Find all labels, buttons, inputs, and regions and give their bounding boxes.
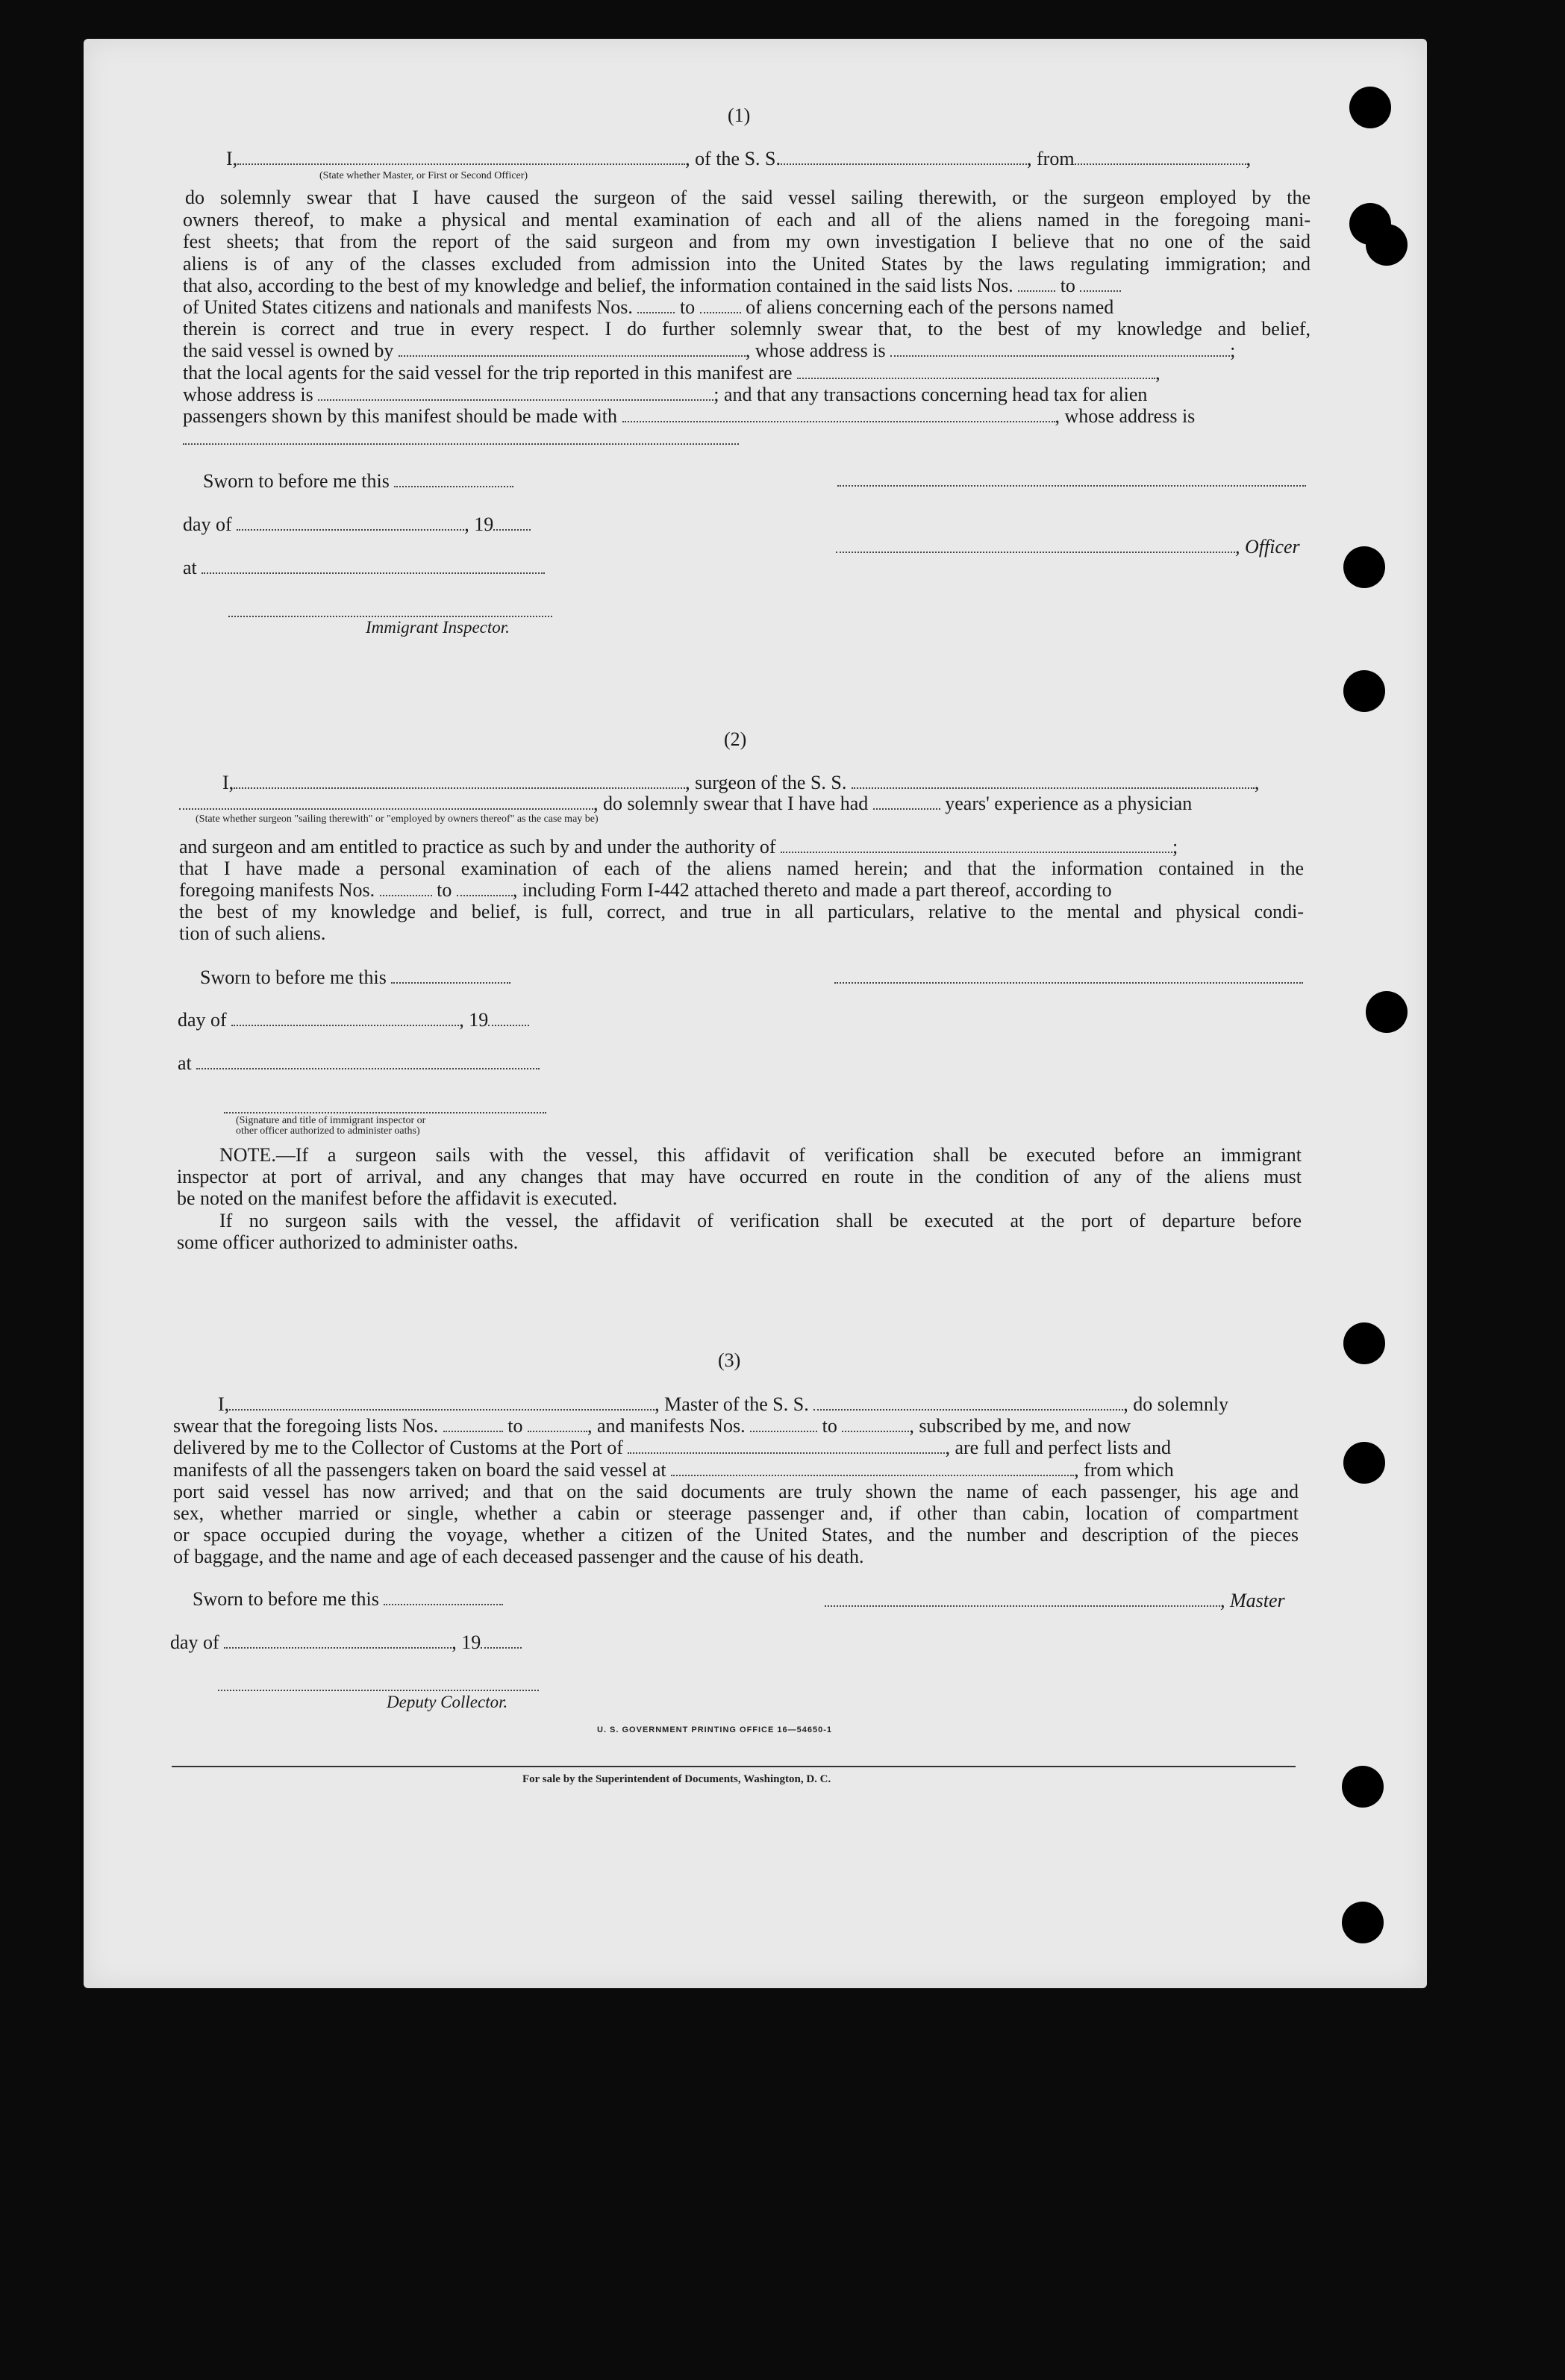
sec3-collector-label: Deputy Collector. bbox=[387, 1693, 508, 1711]
sec1-officer-note: (State whether Master, or First or Second Officer) bbox=[319, 170, 528, 181]
sec3-line-4: manifests of all the passengers taken on board the said vessel at , from which bbox=[173, 1459, 1174, 1481]
sec2-surgeon-signature-line bbox=[834, 981, 1303, 984]
sec2-note-line: If no surgeon sails with the vessel, the affidavit of verification shall be executed at the port of departure before bbox=[219, 1210, 1302, 1231]
punch-hole bbox=[1366, 991, 1408, 1033]
for-sale-imprint: For sale by the Superintendent of Documents, Washington, D. C. bbox=[522, 1773, 831, 1785]
sec1-para-line: passengers shown by this manifest should be made with , whose address is bbox=[183, 405, 1196, 427]
sec3-line-3: delivered by me to the Collector of Customs at the Port of , are full and perfect lists and bbox=[173, 1437, 1171, 1458]
sec3-day: day of , 19 bbox=[170, 1631, 522, 1654]
sec2-day: day of , 19 bbox=[178, 1009, 529, 1031]
sec2-line-5: foregoing manifests Nos. to , including Form I-442 attached thereto and made a part thereof, according to bbox=[179, 879, 1112, 901]
sec2-line-4: that I have made a personal examination of each of the aliens named herein; and that the information contained in the bbox=[179, 858, 1304, 879]
sec1-para-line: that also, according to the best of my knowledge and belief, the information contained in the said lists Nos. to bbox=[183, 275, 1121, 297]
sec3-para-line: port said vessel has now arrived; and that on the said documents are truly shown the name of each passenger, his age and bbox=[173, 1481, 1299, 1502]
sec2-line-3: and surgeon and am entitled to practice as such by and under the authority of ; bbox=[179, 836, 1178, 858]
sec2-note-line: some officer authorized to administer oaths. bbox=[177, 1231, 519, 1253]
footer-rule bbox=[172, 1766, 1296, 1767]
punch-hole bbox=[1343, 1442, 1385, 1484]
gpo-imprint: U. S. GOVERNMENT PRINTING OFFICE 16—54650-1 bbox=[597, 1725, 833, 1734]
sec1-day: day of , 19 bbox=[183, 513, 531, 536]
punch-hole bbox=[1342, 1902, 1384, 1943]
sec2-line-6: the best of my knowledge and belief, is full, correct, and true in all particulars, relative to the mental and physical condi- bbox=[179, 901, 1304, 922]
sec1-para-line: do solemnly swear that I have caused the surgeon of the said vessel sailing therewith, or the surgeon employed by the bbox=[185, 187, 1311, 208]
punch-hole bbox=[1343, 670, 1385, 712]
punch-hole bbox=[1349, 87, 1391, 128]
punch-hole bbox=[1342, 1766, 1384, 1808]
section-number: (2) bbox=[724, 728, 747, 750]
sec1-officer: , Officer bbox=[836, 536, 1300, 558]
sec1-inspector-label: Immigrant Inspector. bbox=[366, 618, 510, 637]
sec2-sig-note: other officer authorized to administer oaths) bbox=[236, 1125, 420, 1137]
sec1-at: at bbox=[183, 557, 545, 579]
sec2-note-line: inspector at port of arrival, and any changes that may have occurred en route in the condition of any of the aliens must bbox=[177, 1166, 1302, 1187]
sec3-line-2: swear that the foregoing lists Nos. to , and manifests Nos. to , subscribed by me, and now bbox=[173, 1415, 1131, 1437]
sec1-para-line: of United States citizens and nationals and manifests Nos. to of aliens concerning each of the persons named bbox=[183, 296, 1114, 318]
section-number: (3) bbox=[718, 1349, 741, 1371]
sec1-line-1: I, , of the S. S. , from , bbox=[226, 148, 1252, 169]
sec2-at: at bbox=[178, 1052, 540, 1075]
sec2-note-line: NOTE.—If a surgeon sails with the vessel, this affidavit of verification shall be executed before an immigrant bbox=[219, 1144, 1302, 1166]
sec3-para-line: sex, whether married or single, whether a cabin or steerage passenger and, if other than cabin, location of compartment bbox=[173, 1502, 1299, 1524]
sec2-line-7: tion of such aliens. bbox=[179, 922, 326, 944]
sec1-para-line: therein is correct and true in every respect. I do further solemnly swear that, to the best of my knowledge and belief, bbox=[183, 318, 1311, 340]
sec3-master: , Master bbox=[825, 1590, 1285, 1612]
sec2-surgeon-note: (State whether surgeon "sailing therewith" or "employed by owners thereof" as the case may be) bbox=[196, 813, 599, 825]
punch-hole bbox=[1366, 224, 1408, 266]
sec1-officer-signature-line bbox=[837, 484, 1306, 487]
sec1-para-line: fest sheets; that from the report of the said surgeon and from my own investigation I believe that no one of the said bbox=[183, 231, 1311, 252]
sec1-sworn: Sworn to before me this bbox=[203, 470, 513, 493]
sec1-para-line: owners thereof, to make a physical and mental examination of each and all of the aliens named in the foregoing mani- bbox=[183, 209, 1311, 231]
sec2-sworn: Sworn to before me this bbox=[200, 966, 510, 989]
sec1-para-line: the said vessel is owned by , whose address is ; bbox=[183, 340, 1236, 361]
sec3-para-line: or space occupied during the voyage, whether a citizen of the United States, and the number and description of the pieces bbox=[173, 1524, 1299, 1546]
sec2-inspector-signature-line bbox=[224, 1111, 546, 1114]
sec2-line-1: I, , surgeon of the S. S. , bbox=[222, 772, 1260, 793]
sec3-line-1: I, , Master of the S. S. , do solemnly bbox=[218, 1393, 1229, 1415]
punch-hole bbox=[1343, 546, 1385, 588]
sec1-para-line: whose address is ; and that any transactions concerning head tax for alien bbox=[183, 384, 1148, 405]
sec3-para-line: of baggage, and the name and age of each deceased passenger and the cause of his death. bbox=[173, 1546, 864, 1567]
sec2-note-line: be noted on the manifest before the affidavit is executed. bbox=[177, 1187, 618, 1209]
sec1-address-blank bbox=[183, 442, 739, 445]
punch-hole bbox=[1343, 1322, 1385, 1364]
sec3-sworn: Sworn to before me this bbox=[193, 1588, 503, 1611]
section-number: (1) bbox=[728, 104, 751, 126]
sec2-line-2: , do solemnly swear that I have had years' experience as a physician bbox=[179, 793, 1192, 815]
sec1-para-line: aliens is of any of the classes excluded from admission into the United States by the laws regulating immigration; and bbox=[183, 253, 1311, 275]
sec1-para-line: that the local agents for the said vessel for the trip reported in this manifest are , bbox=[183, 362, 1161, 384]
sec2-sig-note: (Signature and title of immigrant inspector or bbox=[236, 1115, 426, 1126]
